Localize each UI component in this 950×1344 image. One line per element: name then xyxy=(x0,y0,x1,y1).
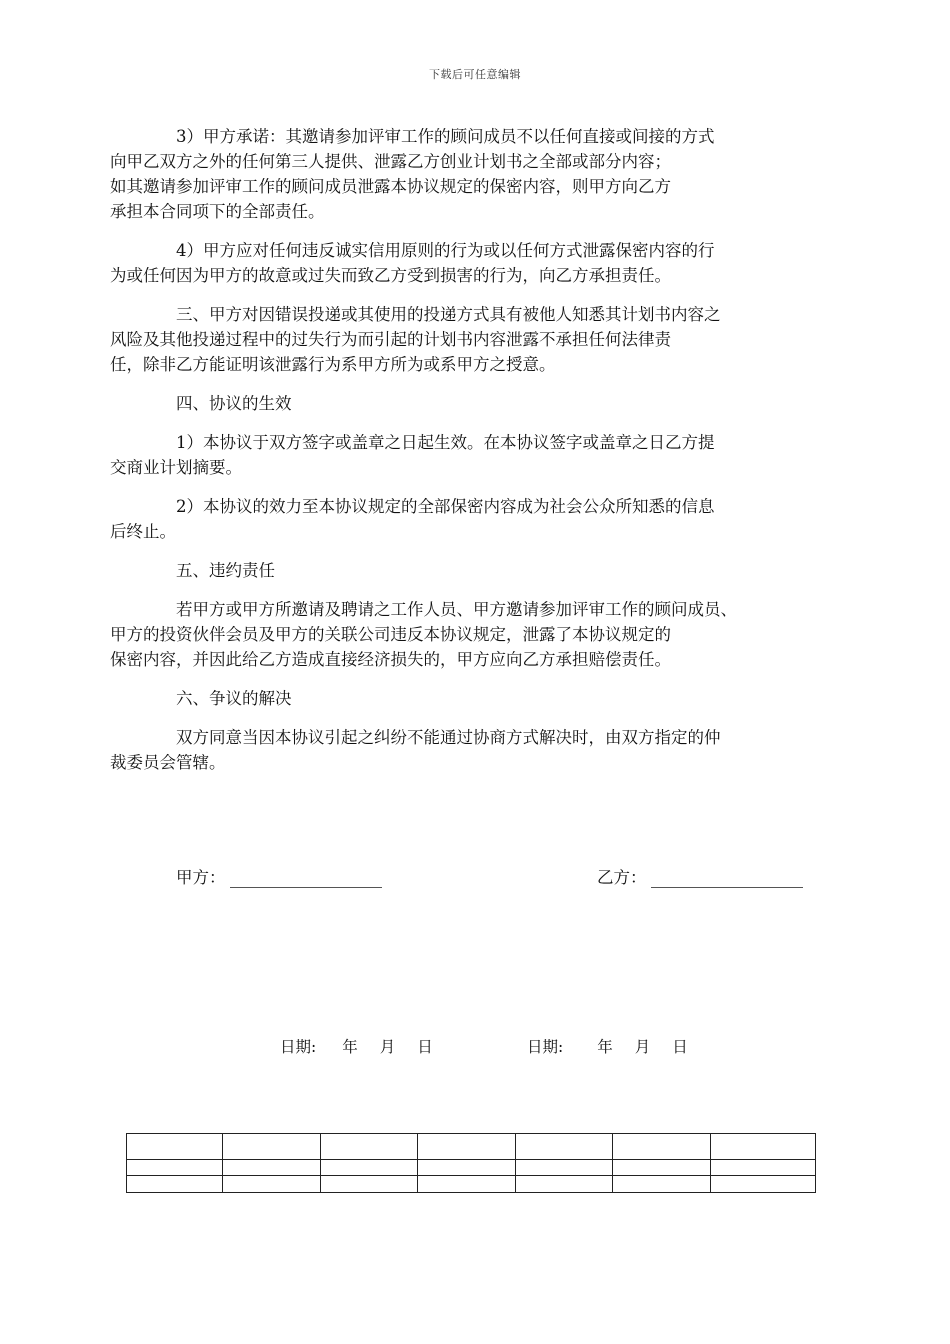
paragraph xyxy=(143,391,813,416)
paragraph-line: 1）本协议于双方签字或盖章之日起生效。在本协议签字或盖章之日乙方提 xyxy=(176,433,715,452)
paragraph xyxy=(143,686,813,711)
table-row xyxy=(127,1134,816,1160)
paragraph xyxy=(110,597,813,672)
paragraph-line: 三、甲方对因错误投递或其使用的投递方式具有被他人知悉其计划书内容之 xyxy=(176,305,721,324)
table-cell[interactable] xyxy=(515,1176,612,1193)
paragraph-line: 3）甲方承诺：其邀请参加评审工作的顾问成员不以任何直接或间接的方式 xyxy=(176,127,715,146)
table-cell[interactable] xyxy=(515,1160,612,1176)
page-header-note: 下载后可任意编辑 xyxy=(429,68,521,81)
table-cell[interactable] xyxy=(418,1134,515,1160)
date-day: 日 xyxy=(417,1038,433,1056)
paragraph-line: 双方同意当因本协议引起之纠纷不能通过协商方式解决时，由双方指定的仲 xyxy=(176,728,721,747)
table-row xyxy=(127,1160,816,1176)
paragraph-line: 为或任何因为甲方的故意或过失而致乙方受到损害的行为，向乙方承担责任。 xyxy=(110,266,671,285)
table-cell[interactable] xyxy=(127,1134,223,1160)
party-b-date xyxy=(527,1035,688,1057)
party-b-signature xyxy=(597,864,803,888)
table-cell[interactable] xyxy=(613,1134,710,1160)
paragraph-line: 若甲方或甲方所邀请及聘请之工作人员、甲方邀请参加评审工作的顾问成员、 xyxy=(176,600,737,619)
paragraph-line: 裁委员会管辖。 xyxy=(110,753,226,772)
table-cell[interactable] xyxy=(127,1160,223,1176)
party-b-label: 乙方： xyxy=(597,868,647,887)
paragraph-line: 承担本合同项下的全部责任。 xyxy=(110,202,325,221)
table-cell[interactable] xyxy=(223,1134,320,1160)
paragraph xyxy=(110,494,813,544)
blank-table xyxy=(126,1133,816,1193)
paragraph xyxy=(110,725,813,775)
table-cell[interactable] xyxy=(710,1160,815,1176)
table-cell[interactable] xyxy=(613,1160,710,1176)
paragraph-line: 4）甲方应对任何违反诚实信用原则的行为或以任何方式泄露保密内容的行 xyxy=(176,241,715,260)
table-cell[interactable] xyxy=(710,1176,815,1193)
paragraph-line: 向甲乙双方之外的任何第三人提供、泄露乙方创业计划书之全部或部分内容； xyxy=(110,152,671,171)
date-month: 月 xyxy=(634,1038,651,1056)
paragraph-line: 六、争议的解决 xyxy=(176,689,292,708)
table-cell[interactable] xyxy=(613,1176,710,1193)
table-cell[interactable] xyxy=(223,1160,320,1176)
date-label: 日期: xyxy=(280,1038,317,1056)
party-a-signature xyxy=(176,864,382,888)
table-cell[interactable] xyxy=(320,1176,417,1193)
paragraph xyxy=(143,558,813,583)
party-b-signature-line[interactable] xyxy=(651,869,803,888)
table-cell[interactable] xyxy=(223,1176,320,1193)
paragraph-line: 任，除非乙方能证明该泄露行为系甲方所为或系甲方之授意。 xyxy=(110,355,556,374)
paragraph-line: 五、违约责任 xyxy=(176,561,275,580)
table-row xyxy=(127,1176,816,1193)
party-a-signature-line[interactable] xyxy=(230,869,382,888)
paragraph-line: 交商业计划摘要。 xyxy=(110,458,242,477)
date-day: 日 xyxy=(672,1038,688,1056)
table-cell[interactable] xyxy=(515,1134,612,1160)
paragraph xyxy=(110,430,813,480)
date-year: 年 xyxy=(342,1038,358,1056)
paragraph-line: 如其邀请参加评审工作的顾问成员泄露本协议规定的保密内容，则甲方向乙方 xyxy=(110,177,671,196)
paragraph-line: 四、协议的生效 xyxy=(176,394,292,413)
table-cell[interactable] xyxy=(320,1134,417,1160)
date-year: 年 xyxy=(597,1038,613,1056)
table-cell[interactable] xyxy=(418,1160,515,1176)
table-cell[interactable] xyxy=(418,1176,515,1193)
paragraph-line: 保密内容，并因此给乙方造成直接经济损失的，甲方应向乙方承担赔偿责任。 xyxy=(110,650,671,669)
table-cell[interactable] xyxy=(320,1160,417,1176)
paragraph-line: 后终止。 xyxy=(110,522,176,541)
document-body xyxy=(110,124,813,789)
paragraph-line: 风险及其他投递过程中的过失行为而引起的计划书内容泄露不承担任何法律责 xyxy=(110,330,671,349)
date-month: 月 xyxy=(379,1038,396,1056)
table-cell[interactable] xyxy=(127,1176,223,1193)
date-label: 日期: xyxy=(527,1038,564,1056)
party-a-label: 甲方： xyxy=(176,868,226,887)
paragraph xyxy=(110,124,813,224)
table-cell[interactable] xyxy=(710,1134,815,1160)
paragraph xyxy=(110,302,813,377)
party-a-date xyxy=(280,1035,433,1057)
paragraph-line: 甲方的投资伙伴会员及甲方的关联公司违反本协议规定，泄露了本协议规定的 xyxy=(110,625,671,644)
paragraph-line: 2）本协议的效力至本协议规定的全部保密内容成为社会公众所知悉的信息 xyxy=(176,497,715,516)
paragraph xyxy=(110,238,813,288)
